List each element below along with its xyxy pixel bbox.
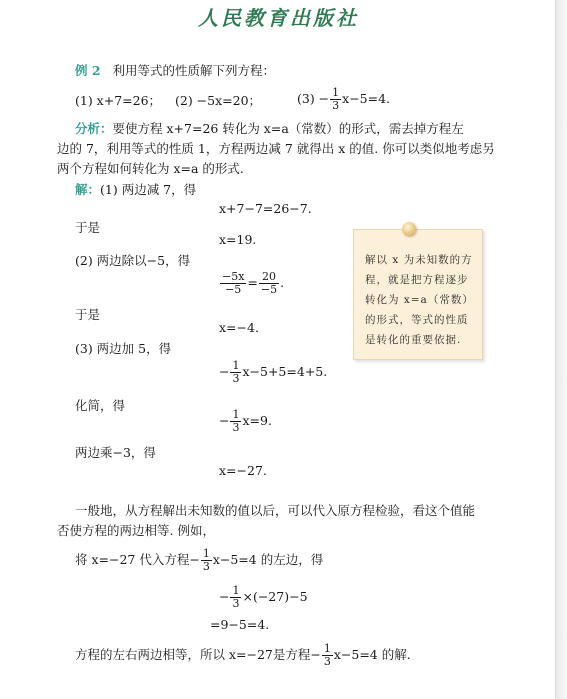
solution-eq-2: $\frac{-5x}{-5}$ = $\frac{20}{-5}$ . <box>222 270 285 296</box>
problem-1: (1) x+7=26； <box>75 93 162 108</box>
conclusion-line: 方程的左右两边相等，所以 x=−27是方程− $\frac{1}{3}$ x−5=4 的解. <box>75 642 411 668</box>
example-heading <box>75 63 275 79</box>
solution-step-2: (2) 两边除以−5，得 <box>75 253 191 268</box>
side-note-text: 解以 x 为未知数的方程，就是把方程逐步转化为 x=a（常数）的形式，等式的性质是转化的重要依据. <box>365 254 474 346</box>
solution-so-2: 于是 <box>75 307 101 322</box>
check-calc-2: =9−5=4. <box>210 617 270 632</box>
fraction-one-third: $\frac{1}{3}$ <box>332 86 340 112</box>
analysis-line-2: 边的 7，利用等式的性质 1，方程两边减 7 就得出 x 的值. 你可以类似地考虑另 <box>57 141 495 156</box>
solution-step-3: (3) 两边加 5，得 <box>75 341 172 356</box>
check-calc-1: − $\frac{1}{3}$ ×(−27)−5 <box>219 584 308 610</box>
general-line-2: 否使方程的两边相等. 例如， <box>57 523 215 538</box>
solution-so-1: 于是 <box>75 220 101 235</box>
analysis-line-3: 两个方程如何转化为 x=a 的形式. <box>57 161 244 176</box>
analysis-label: 分析： <box>75 121 113 136</box>
general-line-1: 一般地，从方程解出未知数的值以后，可以代入原方程检验，看这个值能 <box>75 503 476 518</box>
solution-label: 解： <box>75 182 101 197</box>
solution-eq-1: x+7−7=26−7. <box>219 201 312 216</box>
solution-result-2: x=−4. <box>219 320 259 335</box>
solution-eq-3: − $\frac{1}{3}$ x−5+5=4+5. <box>219 359 328 385</box>
solution-multiply: 两边乘−3，得 <box>75 445 156 460</box>
page-edge <box>555 0 567 699</box>
problem-2: (2) −5x=20； <box>175 93 262 108</box>
example-prompt: 利用等式的性质解下列方程： <box>112 63 276 78</box>
check-line: 将 x=−27 代入方程− $\frac{1}{3}$ x−5=4 的左边，得 <box>75 547 324 573</box>
solution-result-3: x=−27. <box>219 463 267 478</box>
publisher-logo: 人民教育出版社 <box>198 6 359 30</box>
solution-simplify: 化简，得 <box>75 398 126 413</box>
solution-eq-4: − $\frac{1}{3}$ x=9. <box>219 408 272 434</box>
solution-result-1: x=19. <box>219 232 257 247</box>
side-note <box>353 229 483 360</box>
example-title: 例 2 <box>75 63 101 78</box>
analysis-line-1: 分析：要使方程 x+7=26 转化为 x=a（常数）的形式，需去掉方程左 <box>75 121 464 136</box>
pin-icon <box>402 222 416 236</box>
problem-3: (3) − $\frac{1}{3}$ x−5=4. <box>297 86 391 112</box>
solution-step-1: 解：(1) 两边减 7，得 <box>75 182 197 197</box>
